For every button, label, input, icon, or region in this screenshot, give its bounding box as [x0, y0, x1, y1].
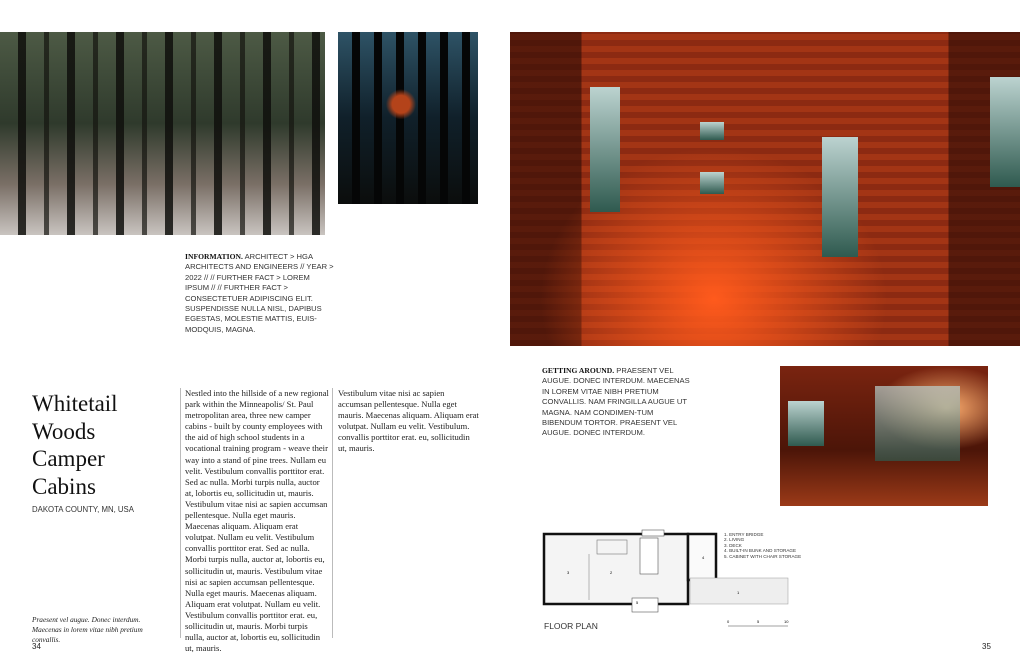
scale-label: 10: [784, 619, 789, 624]
night-cabin-photo: [338, 32, 478, 204]
scale-label: 5: [757, 619, 760, 624]
column-divider: [332, 388, 333, 638]
title-line: Camper: [32, 446, 105, 471]
cabin-interior-photo: [510, 32, 1020, 346]
caption-text: ARCHITECT > HGA ARCHITECTS AND ENGINEERS // YEAR > 2022 // // FURTHER FACT > LOREM IPSUM // // FURTHER FACT > CONSECTETUER ADIPISCING ELIT. SUSPENDISSE NULLA NISL, DAPIBUS EGESTAS, MOLESTIE MATTIS, EUIS-MODQUIS, MAGNA.: [185, 252, 334, 334]
location: DAKOTA COUNTY, MN, USA: [32, 505, 134, 514]
floor-plan-title: FLOOR PLAN: [544, 621, 598, 631]
page-number-left: 34: [32, 642, 41, 651]
title-line: Woods: [32, 418, 96, 444]
room-label: 2: [610, 570, 613, 575]
information-caption: [185, 252, 335, 335]
caption-heading: INFORMATION.: [185, 252, 243, 261]
room-label: 4: [702, 555, 705, 560]
room-label: 5: [636, 600, 639, 605]
legend-item: 3. DECK: [724, 542, 742, 548]
column-divider: [180, 388, 181, 638]
caption-heading: GETTING AROUND.: [542, 366, 615, 375]
floor-plan-legend: [724, 532, 801, 559]
article-title: [32, 390, 172, 500]
title-line: Whitetail: [32, 391, 118, 416]
room-label: 3: [567, 570, 570, 575]
cabin-living-photo: [780, 366, 988, 506]
body-column-2: Vestibulum vitae nisi ac sapien accumsan pellentesque. Nulla eget mauris. Maecenas aliquam. Aliquam erat volutpat. Nullam eu velit. Vestibulum. convallis porttitor erat. eu, sollicitudin ut, mauris.: [338, 388, 479, 454]
pull-quote: Praesent vel augue. Donec interdum. Maecenas in lorem vitae nibh pretium convallis.: [32, 615, 143, 644]
getting-around-caption: [542, 366, 692, 439]
legend-item: 5. CABINET WITH CHAIR STORAGE: [724, 553, 802, 559]
forest-cabin-photo: [0, 32, 325, 235]
scale-label: 0: [727, 619, 730, 624]
page-number-right: 35: [982, 642, 991, 651]
room-label: 1: [737, 590, 740, 595]
caption-text: PRAESENT VEL AUGUE. DONEC INTERDUM. MAECENAS IN LOREM VITAE NIBH PRETIUM CONVALLIS. NAM FRINGILLA AUGUE UT MAGNA. NAM CONDIMEN-TUM BIBENDUM TORTOR. PRAESENT VEL AUGUE. DONEC INTERDUM.: [542, 366, 690, 438]
legend-item: 2. LIVING: [724, 537, 745, 543]
body-column-1: Nestled into the hillside of a new regional park within the Minneapolis/ St. Paul metropolitan area, three new camper cabins - built by county employees with the aid of high school students in a vocational training program - weave their way into a stand of pine trees. Nullam eu velit. Vestibulum convallis porttitor erat. Sed ac nulla. Morbi turpis nulla, auctor at, lobortis eu, sollicitudin ut, mauris. Vestibulum vitae nisi ac sapien accumsan pellentesque. Nulla eget mauris. Maecenas aliquam. Aliquam erat volutpat. Nullam eu velit. Vestibulum convallis porttitor erat. Sed ac nulla. Morbi turpis nulla, auctor at, lobortis eu, sollicitudin ut, mauris. Vestibulum vitae nisi ac sapien accumsan pellentesque. Nulla eget mauris. Maecenas aliquam. Aliquam erat volutpat. Nullam eu velit. Vestibulum convallis porttitor erat. eu, sollicitudin ut, mauris. Morbi turpis nulla, auctor at, lobortis eu, sollicitudin ut, mauris.: [185, 388, 329, 654]
legend-item: 1. ENTRY BRIDGE: [724, 532, 764, 537]
legend-item: 4. BUILT-IN BUNK AND STORAGE: [724, 548, 797, 554]
title-line: Cabins: [32, 473, 96, 499]
